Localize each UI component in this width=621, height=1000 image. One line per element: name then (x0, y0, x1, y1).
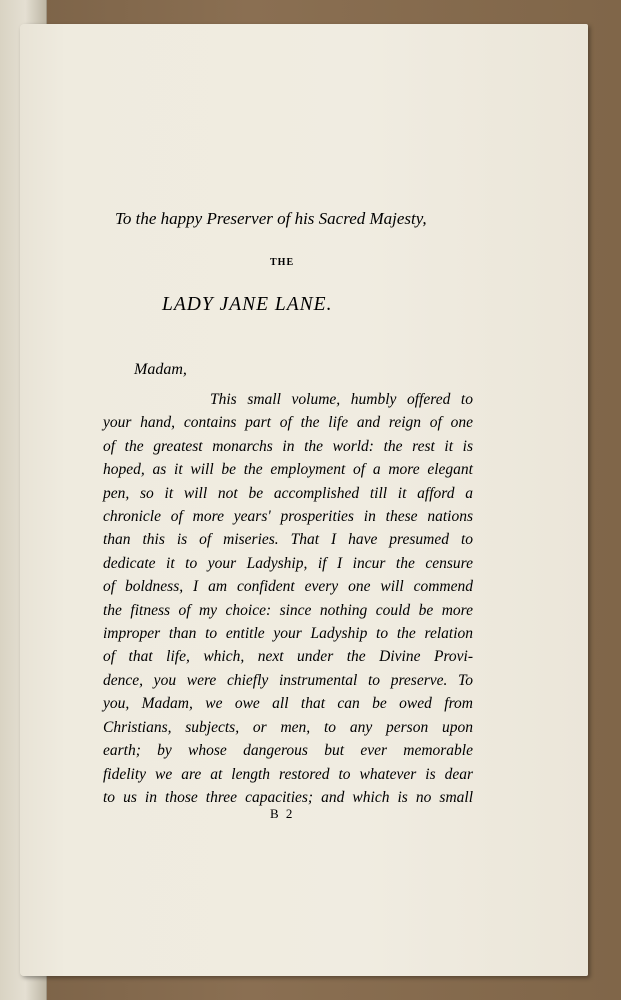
dedication-body (103, 388, 473, 809)
body-line: pen, so it will not be accomplished till it afford a (103, 484, 473, 502)
salutation: Madam, (134, 361, 187, 378)
body-line: of the greatest monarchs in the world: the rest it is (103, 437, 473, 455)
body-line: to us in those three capacities; and which is no small (103, 788, 473, 806)
body-line: improper than to entitle your Ladyship to the relation (103, 625, 473, 643)
the-label: THE (270, 257, 295, 268)
body-line: chronicle of more years' prosperities in these nations (103, 508, 473, 526)
dedicatee-title: LADY JANE LANE. (162, 294, 333, 315)
body-line: you, Madam, we owe all that can be owed from (103, 695, 473, 713)
body-line: Christians, subjects, or men, to any person upon (103, 718, 473, 736)
body-line: earth; by whose dangerous but ever memorable (103, 742, 473, 760)
dedication-line: To the happy Preserver of his Sacred Majesty, (115, 209, 427, 228)
body-line: dence, you were chiefly instrumental to preserve. To (103, 671, 473, 689)
printer-signature: B 2 (270, 806, 295, 821)
body-line: your hand, contains part of the life and reign of one (103, 414, 473, 432)
body-line: of boldness, I am confident every one will commend (103, 578, 473, 596)
body-line: than this is of miseries. That I have presumed to (103, 531, 473, 549)
body-line: dedicate it to your Ladyship, if I incur the censure (103, 554, 473, 572)
body-line: This small volume, humbly offered to (210, 391, 473, 408)
body-line: the fitness of my choice: since nothing could be more (103, 601, 473, 619)
body-line: fidelity we are at length restored to whatever is dear (103, 765, 473, 783)
body-line: hoped, as it will be the employment of a more elegant (103, 461, 473, 479)
body-line: of that life, which, next under the Divine Provi- (103, 648, 473, 666)
